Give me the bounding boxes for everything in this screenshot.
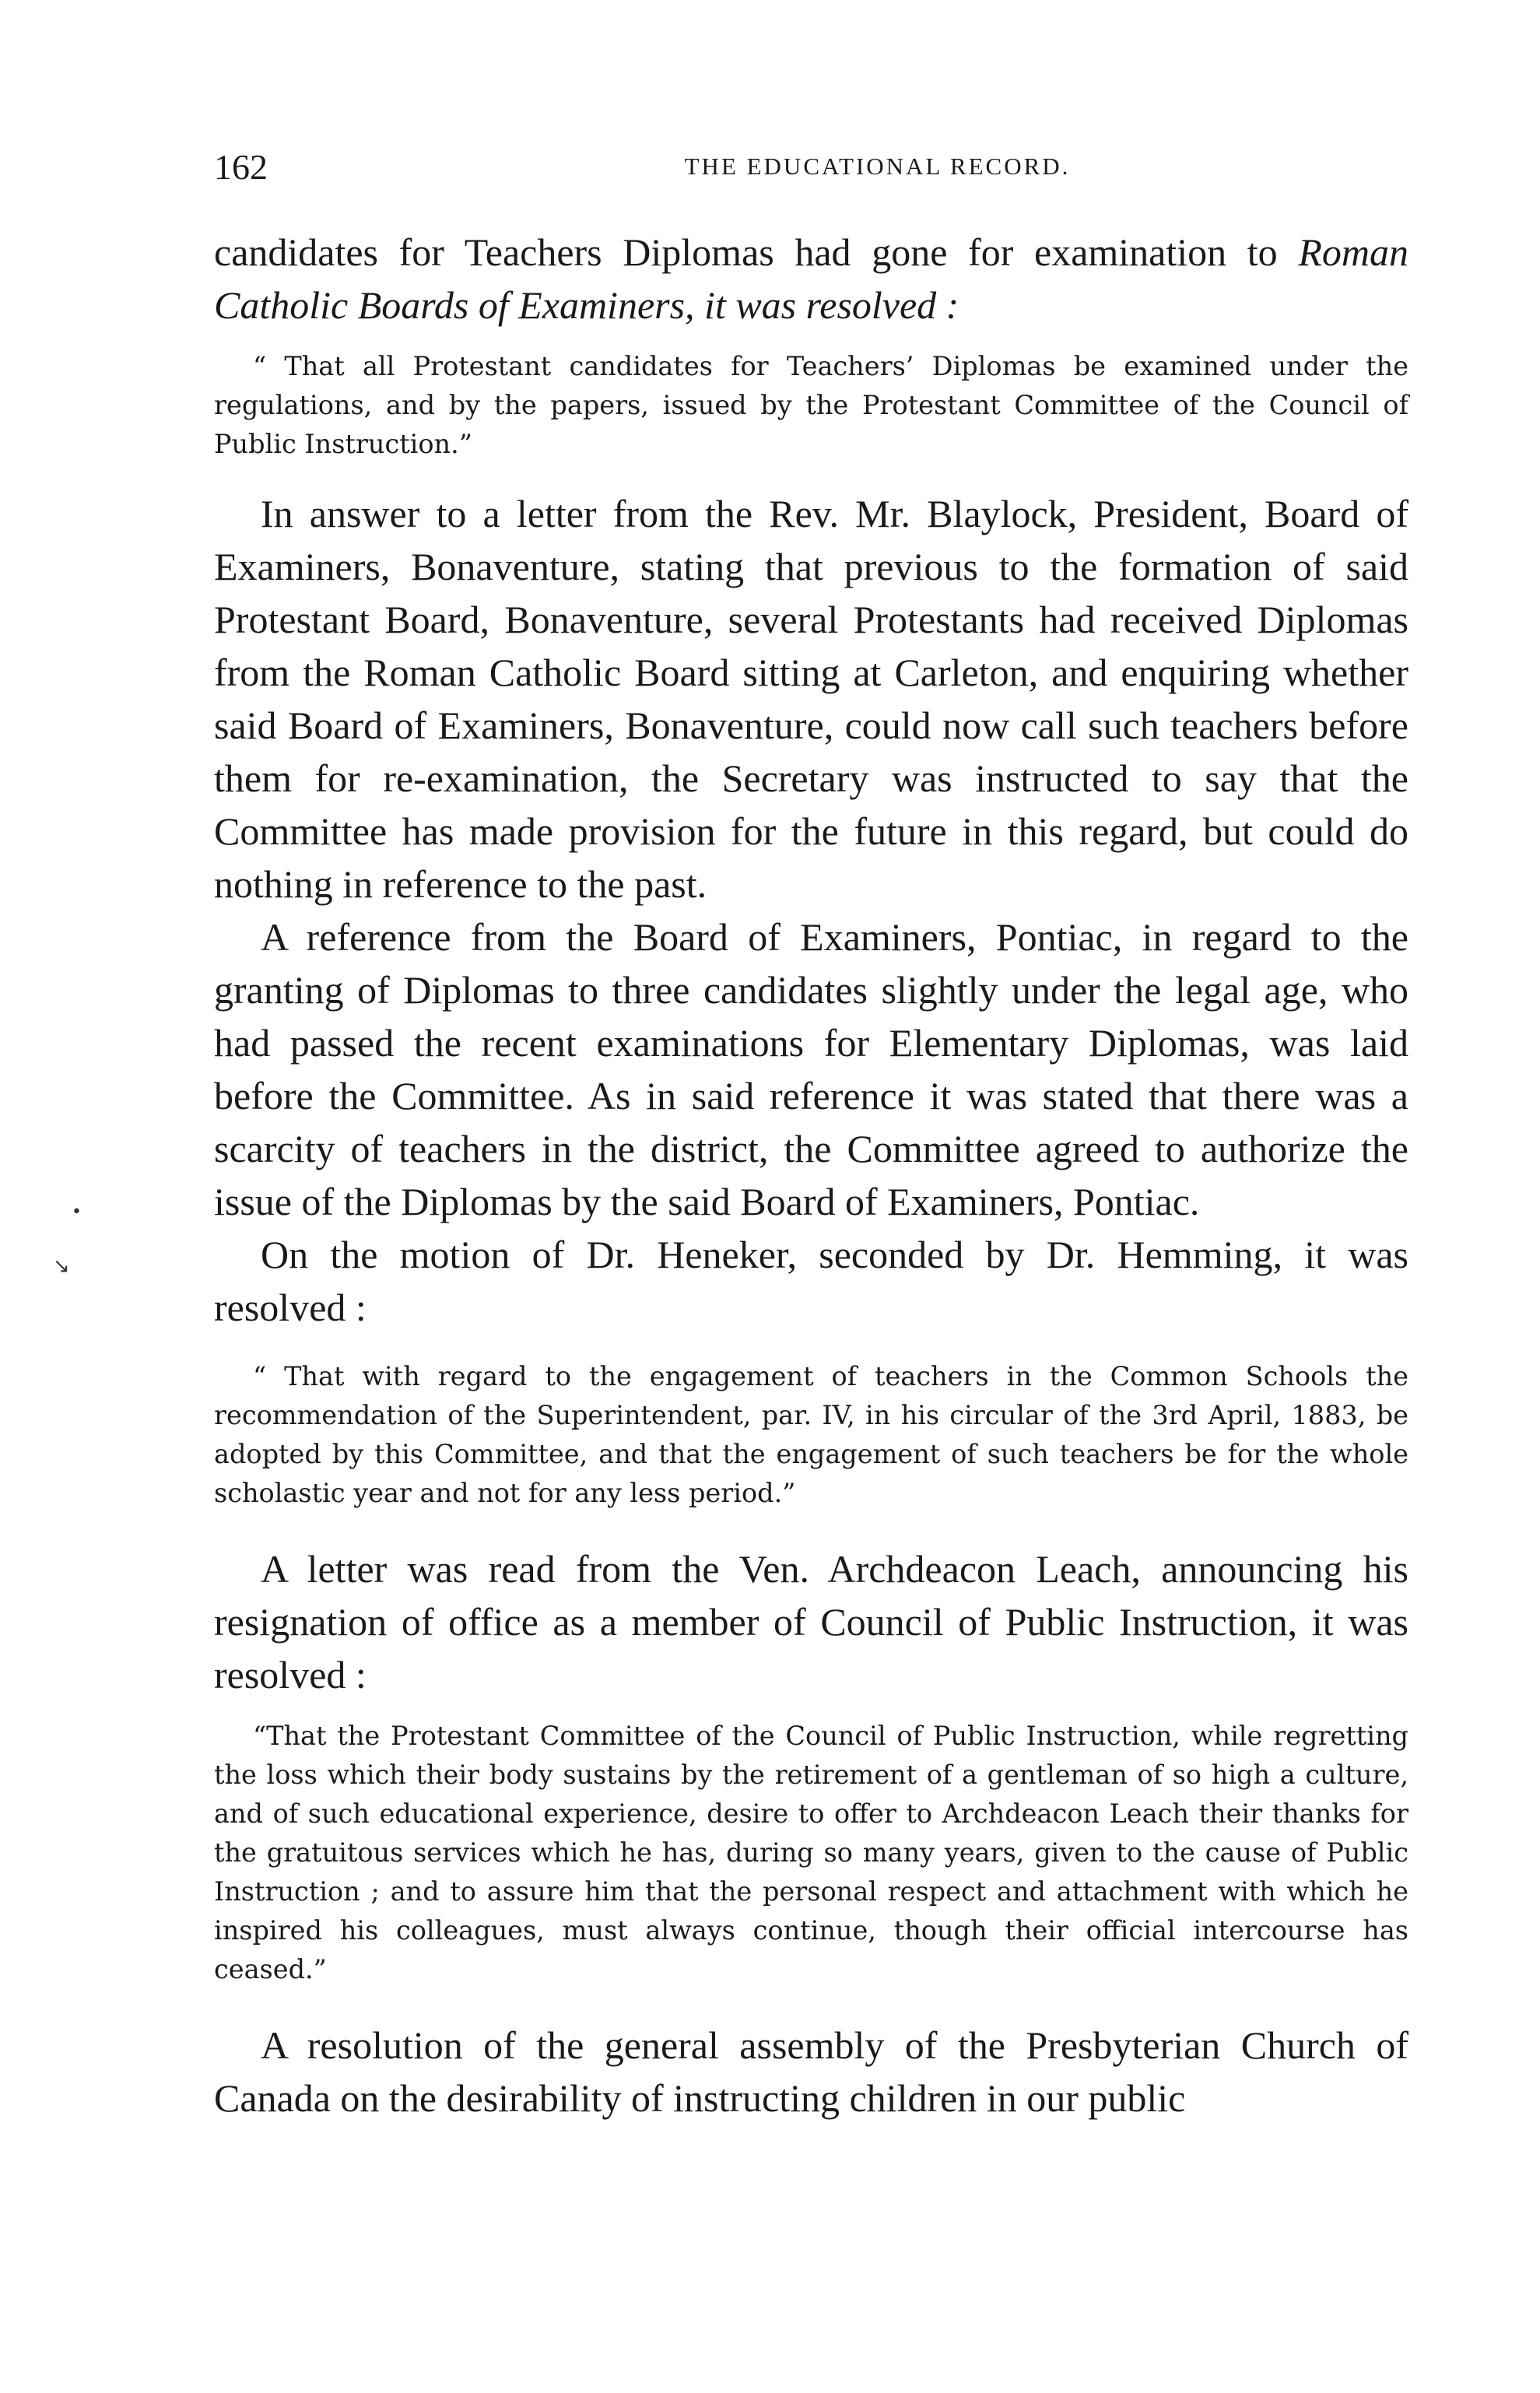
paragraph-continuation-text: candidates for Teachers Diplomas had gone for examination to	[214, 230, 1299, 274]
scan-speck: ↘	[53, 1254, 70, 1278]
paragraph-leach-resignation: A letter was read from the Ven. Archdeacon Leach, announcing his resignation of office as a member of Council of Public Instruction, it was resolved :	[214, 1547, 1408, 1697]
resolution-quote-engagement-of-teachers: “ That with regard to the engagement of teachers in the Common Schools the recommendation of the Superintendent, par. IV, in his circular of the 3rd April, 1883, be adopted by this Committee, and that the engagement of such teachers be for the whole scholastic year and not for any less period.”	[214, 1361, 1408, 1508]
page-header	[214, 146, 1408, 193]
running-head: THE EDUCATIONAL RECORD.	[684, 153, 1071, 180]
resolution-quote-protestant-candidates: “ That all Protestant candidates for Teachers’ Diplomas be examined under the regulations, and by the papers, issued by the Protestant Committee of the Council of Public Instruction.”	[214, 351, 1408, 459]
paragraph-continuation	[214, 226, 1408, 332]
paragraph-presbyterian-resolution: A resolution of the general assembly of the Presbyterian Church of Canada on the desirability of instructing children in our public	[214, 2023, 1408, 2120]
paragraph-continuation-italic: Roman Catholic Boards of Examiners, it was resolved :	[214, 230, 1408, 327]
resolution-quote-leach-thanks: “That the Protestant Committee of the Council of Public Instruction, while regretting the loss which their body sustains by the retirement of a gentleman of so high a culture, and of such educational experience, desire to offer to Archdeacon Leach their thanks for the gratuitous services which he has, during so many years, given to the cause of Public Instruction ; and to assure him that the personal respect and attachment with which he inspired his colleagues, must always continue, though their official intercourse has ceased.”	[214, 1721, 1408, 1984]
page-body	[214, 226, 1408, 2125]
paragraph-pontiac-reference: A reference from the Board of Examiners, Pontiac, in regard to the granting of Diplomas to three candidates slightly under the legal age, who had passed the recent examinations for Elementary Diplomas, was laid before the Committee. As in said reference it was stated that there was a scarcity of teachers in the district, the Committee agreed to authorize the issue of the Diplomas by the said Board of Examiners, Pontiac.	[214, 915, 1408, 1223]
page-number: 162	[214, 147, 268, 187]
paragraph-blaylock-letter: In answer to a letter from the Rev. Mr. Blaylock, President, Board of Examiners, Bonaventure, stating that previous to the formation of said Protestant Board, Bonaventure, several Protestants had received Diplomas from the Roman Catholic Board sitting at Carleton, and enquiring whether said Board of Examiners, Bonaventure, could now call such teachers before them for re-examination, the Secretary was instructed to say that the Committee has made provision for the future in this regard, but could do nothing in reference to the past.	[214, 492, 1408, 906]
scan-speck: •	[72, 1202, 82, 1222]
paragraph-heneker-motion: On the motion of Dr. Heneker, seconded by Dr. Hemming, it was resolved :	[214, 1233, 1408, 1329]
